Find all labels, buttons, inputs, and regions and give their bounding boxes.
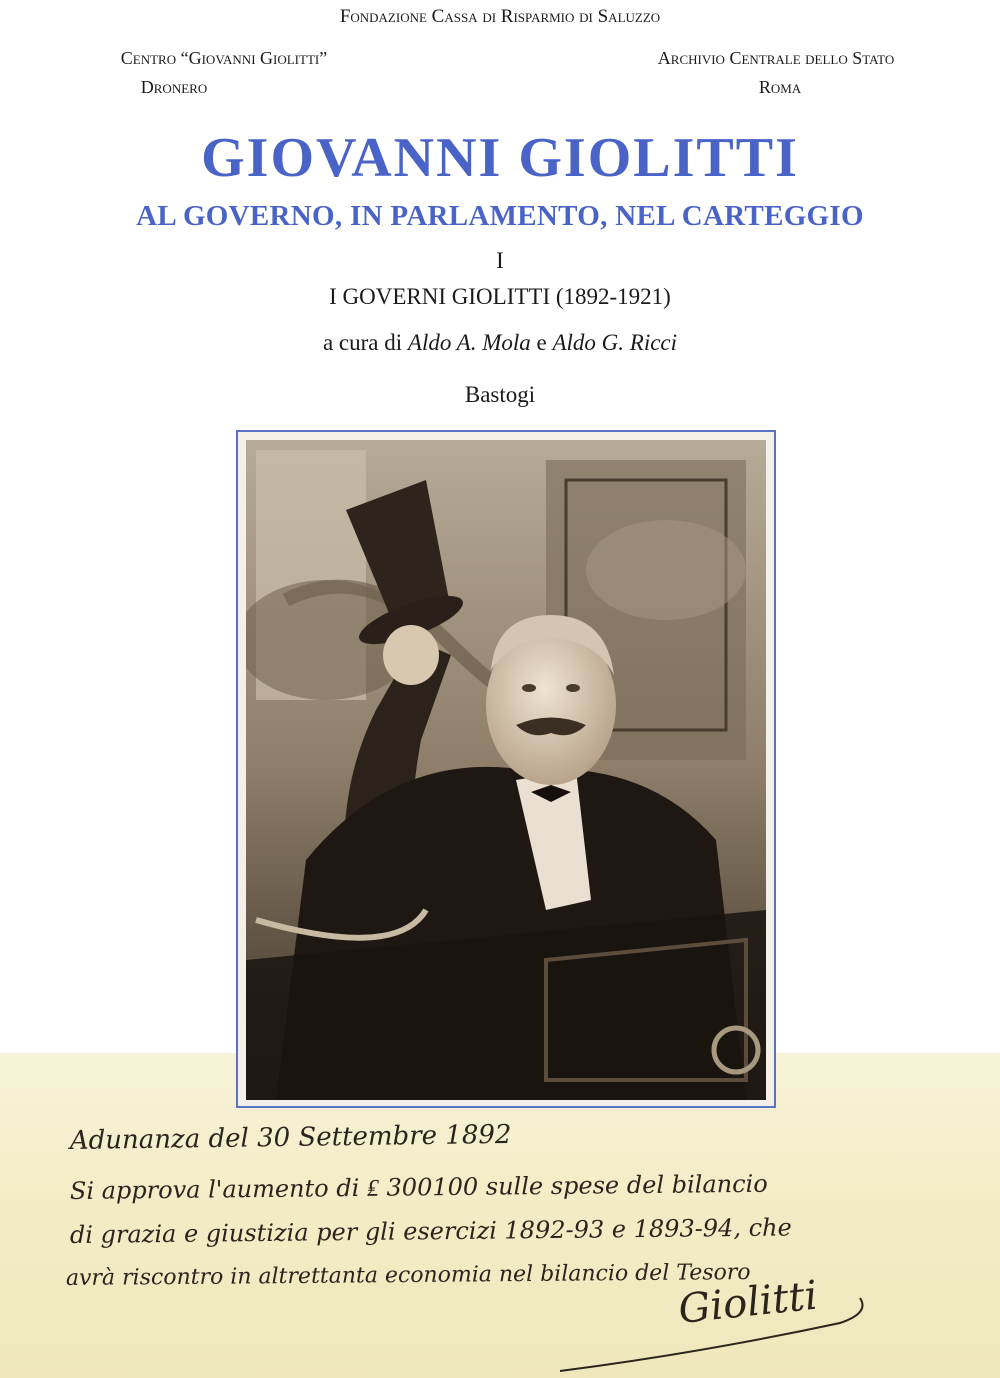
book-title: GIOVANNI GIOLITTI	[201, 127, 799, 189]
portrait-photo	[246, 440, 766, 1100]
letter-line-2: Si approva l'aumento di ₤ 300100 sulle spese del bilancio	[69, 1169, 768, 1205]
foundation-name: Fondazione Cassa di Risparmio di Saluzzo	[339, 6, 661, 27]
centro-city: Dronero	[140, 77, 208, 97]
book-subtitle: AL GOVERNO, IN PARLAMENTO, NEL CARTEGGIO	[136, 200, 864, 232]
signature: Giolitti	[676, 1272, 820, 1333]
letter-line-1: Adunanza del 30 Settembre 1892	[69, 1119, 512, 1156]
photo-frame	[236, 430, 776, 1108]
letter-line-4: avrà riscontro in altrettanta economia nel bilancio del Tesoro	[65, 1260, 751, 1291]
editors-prefix: a cura di	[322, 330, 403, 355]
archivio-name: Archivio Centrale dello Stato	[657, 48, 895, 68]
editor-1: Aldo A. Mola	[407, 330, 531, 355]
editors-joiner: e	[536, 330, 547, 355]
volume-number: I	[496, 248, 504, 273]
centro-name: Centro “Giovanni Giolitti”	[120, 48, 328, 68]
handwritten-letter	[0, 1053, 1000, 1378]
letter-line-3: di grazia e giustizia per gli esercizi 1892-93 e 1893-94, che	[69, 1213, 792, 1249]
volume-title: I GOVERNI GIOLITTI (1892-1921)	[329, 284, 671, 309]
editor-2: Aldo G. Ricci	[552, 330, 678, 355]
editors-line	[0, 330, 1000, 356]
archivio-city: Roma	[758, 77, 802, 97]
publisher: Bastogi	[464, 382, 536, 407]
